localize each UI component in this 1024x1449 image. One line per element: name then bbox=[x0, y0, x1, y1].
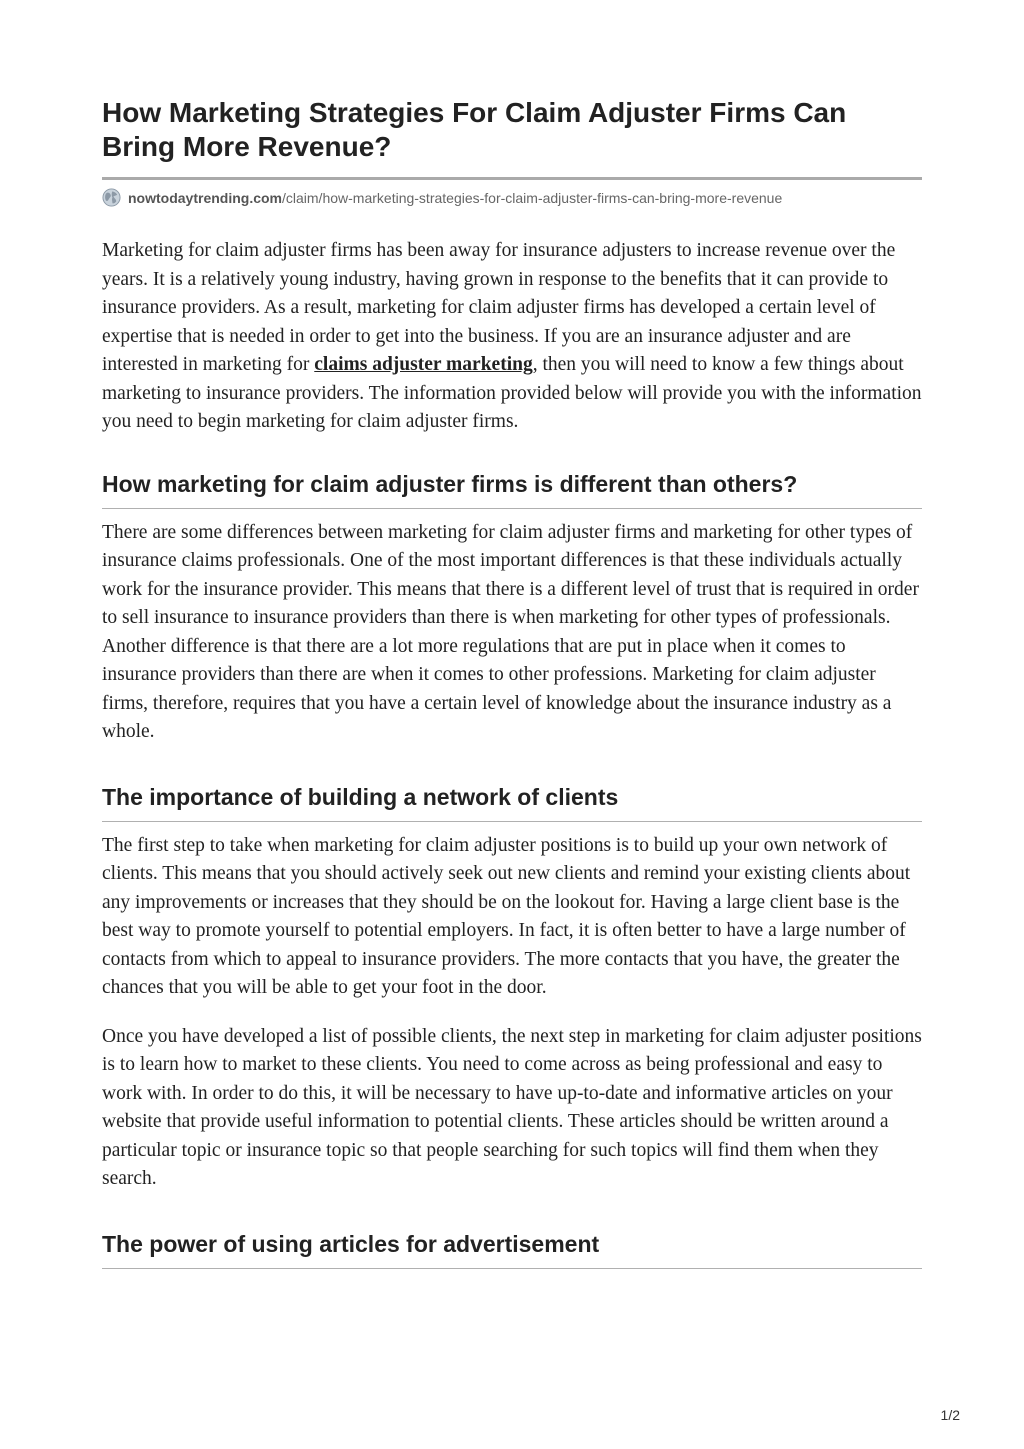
section-paragraph: The first step to take when marketing for claim adjuster positions is to build up your own network of clients. This means that you should actively seek out new clients and remind your existing clients about any improvements or increases that they should be on the lookout for. Having a large client base is the best way to promote yourself to potential employers. In fact, it is often better to have a large number of contacts from which to appeal to insurance providers. The more contacts that you have, the greater the chances that you will be able to get your foot in the door. bbox=[102, 834, 911, 998]
globe-icon bbox=[102, 188, 121, 207]
intro-paragraph bbox=[102, 237, 922, 437]
source-line bbox=[102, 188, 922, 207]
article bbox=[102, 96, 922, 1269]
source-domain-link[interactable]: nowtodaytrending.com bbox=[128, 189, 282, 206]
section-heading: The power of using articles for advertisement bbox=[102, 1230, 922, 1269]
article-title: How Marketing Strategies For Claim Adjuster Firms Can Bring More Revenue? bbox=[102, 96, 922, 180]
section-paragraph: There are some differences between marketing for claim adjuster firms and marketing for other types of insurance claims professionals. One of the most important differences is that these individuals actually work for the insurance provider. This means that there is a different level of trust that is required in order to sell insurance to insurance providers than there is when marketing for other types of professionals. Another difference is that there are a lot more regulations that are put in place when it comes to insurance providers than there are when it comes to other professions. Marketing for claim adjuster firms, therefore, requires that you have a certain level of knowledge about the insurance industry as a whole. bbox=[102, 521, 919, 742]
intro-text-before-link: Marketing for claim adjuster firms has been away for insurance adjusters to increase revenue over the years. It is a relatively young industry, having grown in response to the benefits that it can provide to insurance providers. As a result, marketing for claim adjuster firms has developed a certain level of expertise that is needed in order to get into the business. If you are an insurance adjuster and are interested in marketing for bbox=[102, 240, 896, 375]
page-number: 1/2 bbox=[940, 1407, 960, 1423]
claims-adjuster-marketing-link[interactable]: claims adjuster marketing bbox=[314, 354, 533, 375]
section-paragraph: Once you have developed a list of possible clients, the next step in marketing for claim adjuster positions is to learn how to market to these clients. You need to come across as being professional and easy to work with. In order to do this, it will be necessary to have up-to-date and informative articles on your website that provide useful information to potential clients. These articles should be written around a particular topic or insurance topic so that people searching for such topics will find them when they search. bbox=[102, 1025, 922, 1189]
intro-text-after-link: , then you will need to know a few things about marketing to insurance providers. The information provided below will provide you with the information you need to begin marketing for claim adjuster firms. bbox=[102, 354, 922, 432]
source-path-link[interactable]: /claim/how-marketing-strategies-for-claim-adjuster-firms-can-bring-more-revenue bbox=[282, 189, 783, 206]
section-heading: The importance of building a network of clients bbox=[102, 783, 922, 822]
section-heading: How marketing for claim adjuster firms is different than others? bbox=[102, 470, 922, 509]
